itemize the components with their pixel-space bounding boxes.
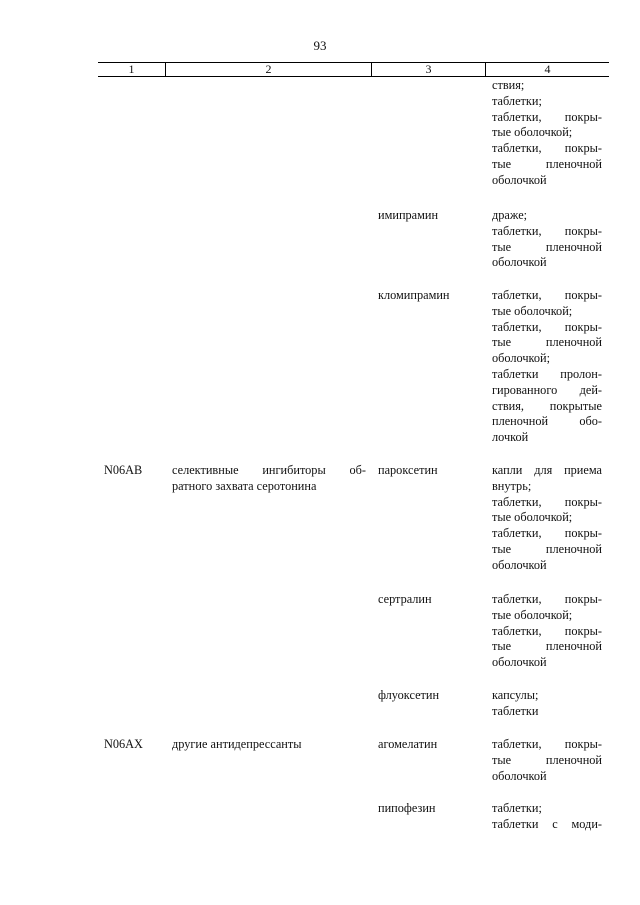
row-7-drug: пипофезин xyxy=(378,801,436,815)
row-4-drug: сертралин xyxy=(378,592,432,606)
form-line: оболочкой xyxy=(492,655,547,670)
form-line: капли для приема xyxy=(492,463,602,477)
form-line: таблетки с моди- xyxy=(492,816,602,831)
row-6-forms xyxy=(492,737,602,784)
form-line: таблетки, покры- xyxy=(492,319,602,334)
form-line: таблетки, покры- xyxy=(492,737,602,751)
form-line: таблетки, покры- xyxy=(492,494,602,509)
group-line: ратного захвата серотонина xyxy=(172,478,317,493)
form-line: тые пленочной xyxy=(492,752,602,767)
form-line: тые пленочной xyxy=(492,156,602,171)
row-6-drug: агомелатин xyxy=(378,737,438,751)
form-line: тые оболочкой; xyxy=(492,125,573,140)
row-2-forms xyxy=(492,288,602,446)
form-line: таблетки, покры- xyxy=(492,623,602,638)
form-line: лочкой xyxy=(492,430,529,445)
header-col-1: 1 xyxy=(128,62,135,76)
form-line: оболочкой xyxy=(492,768,547,783)
row-4-forms xyxy=(492,592,602,671)
row-3-drug: пароксетин xyxy=(378,463,438,477)
form-line: оболочкой; xyxy=(492,351,551,366)
form-line: таблетки пролон- xyxy=(492,366,602,381)
row-5-forms xyxy=(492,688,602,720)
form-line: тые пленочной xyxy=(492,239,602,254)
page-number: 93 xyxy=(313,38,327,53)
form-line: таблетки, покры- xyxy=(492,288,602,302)
form-line: таблетки xyxy=(492,703,539,718)
row-7-forms xyxy=(492,801,602,833)
form-line: драже; xyxy=(492,208,528,222)
form-line: таблетки; xyxy=(492,93,542,108)
form-line: таблетки, покры- xyxy=(492,109,602,124)
form-line: таблетки, покры- xyxy=(492,592,602,606)
row-6-group xyxy=(172,737,366,753)
group-line: другие антидепрессанты xyxy=(172,737,302,751)
form-line: внутрь; xyxy=(492,478,532,493)
form-line: ствия; xyxy=(492,78,525,92)
row-2-drug: кломипрамин xyxy=(378,288,450,302)
row-3-forms xyxy=(492,463,602,574)
form-line: капсулы; xyxy=(492,688,539,702)
row-0-forms xyxy=(492,78,602,189)
table-header xyxy=(98,62,609,77)
form-line: ствия, покрытые xyxy=(492,398,602,413)
row-5-drug: флуоксетин xyxy=(378,688,440,702)
form-line: оболочкой xyxy=(492,172,547,187)
header-col-3: 3 xyxy=(371,63,485,76)
form-line: таблетки; xyxy=(492,801,542,815)
form-line: пленочной обо- xyxy=(492,414,602,429)
form-line: оболочкой xyxy=(492,557,547,572)
form-line: тые пленочной xyxy=(492,639,602,654)
header-col-2: 2 xyxy=(165,63,371,76)
form-line: таблетки, покры- xyxy=(492,526,602,541)
form-line: тые пленочной xyxy=(492,541,602,556)
group-line: селективные ингибиторы об- xyxy=(172,463,366,477)
form-line: тые пленочной xyxy=(492,335,602,350)
form-line: таблетки, покры- xyxy=(492,141,602,156)
form-line: тые оболочкой; xyxy=(492,607,573,622)
form-line: таблетки, покры- xyxy=(492,223,602,238)
form-line: тые оболочкой; xyxy=(492,510,573,525)
form-line: тые оболочкой; xyxy=(492,303,573,318)
row-3-code: N06AB xyxy=(104,463,143,477)
form-line: оболочкой xyxy=(492,255,547,270)
header-col-4: 4 xyxy=(485,63,609,76)
row-1-forms xyxy=(492,208,602,271)
row-3-group xyxy=(172,463,366,495)
row-1-drug: имипрамин xyxy=(378,208,439,222)
form-line: гированного дей- xyxy=(492,382,602,397)
row-6-code: N06AX xyxy=(104,737,143,751)
